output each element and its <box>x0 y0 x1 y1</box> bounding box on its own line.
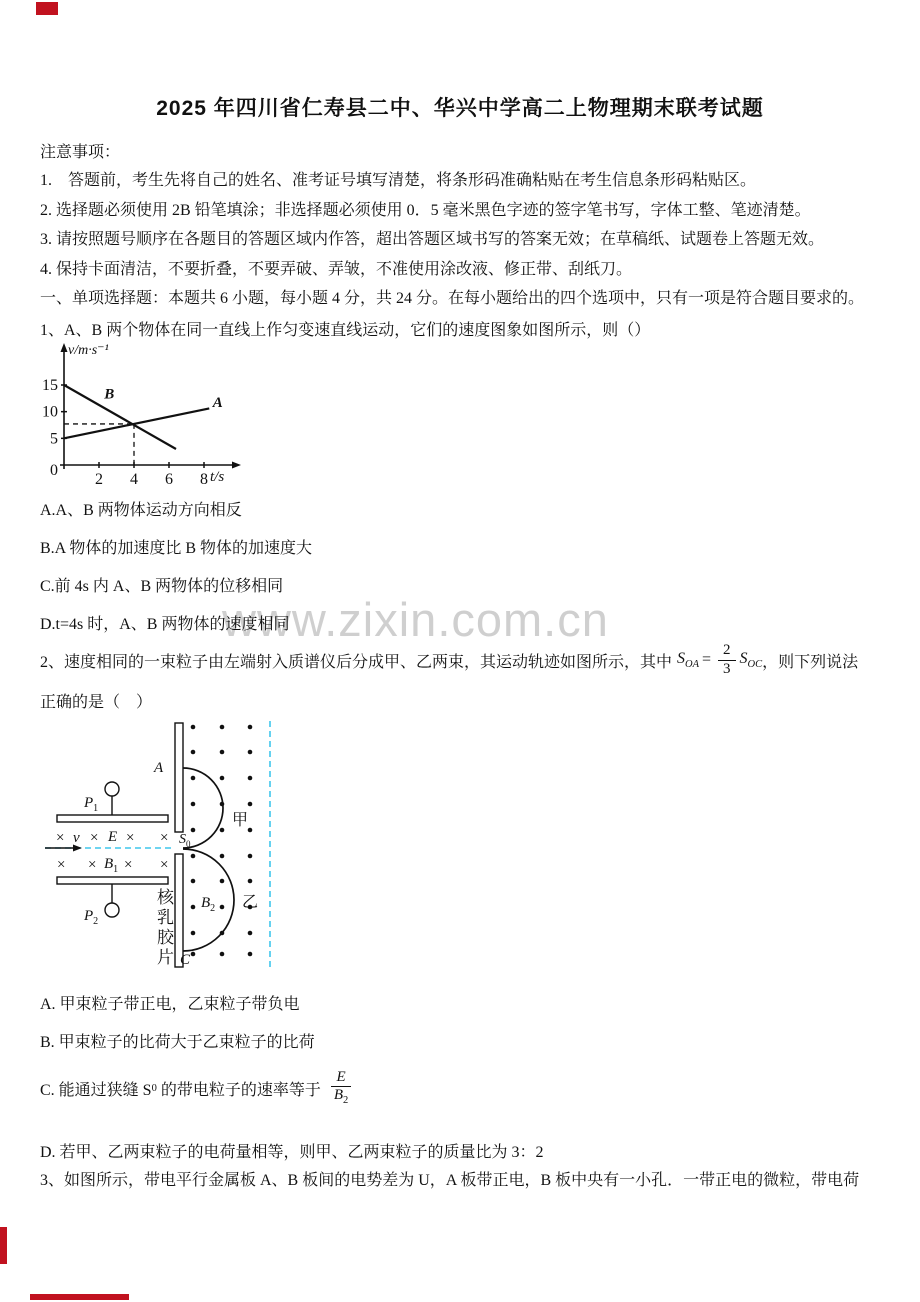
red-annotation-mark-bottom <box>30 1294 129 1300</box>
svg-text:8: 8 <box>200 471 208 488</box>
q2-option-c: C. 能通过狭缝 S 0 的带电粒子的速率等于 $\frac{E}{B_2}$ <box>40 1060 357 1116</box>
q2-option-a: A. 甲束粒子带正电，乙束粒子带负电 <box>40 996 300 1013</box>
e-field-label: E <box>108 829 118 845</box>
question-2-stem-line2: 正确的是（ ） <box>40 694 153 711</box>
q2-option-c-text2: 的带电粒子的速率等于 <box>156 1081 325 1099</box>
q1-option-d: D.t=4s 时，A、B 两物体的速度相同 <box>40 616 290 633</box>
red-annotation-mark-top <box>36 2 58 15</box>
notice-item: 1. 答题前，考生先将自己的姓名、准考证号填写清楚，将条形码准确粘贴在考生信息条形码粘贴区。 <box>40 172 757 189</box>
formula-soa: $S_{OA}$ <box>677 649 700 671</box>
notice-item: 4. 保持卡面清洁，不要折叠，不要弄破、弄皱，不准使用涂改液、修正带、刮纸刀。 <box>40 260 633 278</box>
field-into-page-marker: × <box>90 830 99 846</box>
notice-item: 2. 选择题必须使用 2B 铅笔填涂；非选择题必须使用 0．5 毫米黑色字迹的签字笔书写，字体工整、笔迹清楚。 <box>40 201 811 219</box>
field-into-page-marker: × <box>88 857 97 873</box>
equals-sign: = <box>702 651 712 668</box>
film-plate-upper <box>175 723 183 832</box>
question-1-stem: 1、A、B 两个物体在同一直线上作匀变速直线运动，它们的速度图象如图所示，则（） <box>40 322 651 339</box>
y-axis-arrow <box>61 343 68 352</box>
b1-field-label: $B_1$ <box>104 856 119 875</box>
svg-text:4: 4 <box>130 471 138 488</box>
q2-option-d: D. 若甲、乙两束粒子的电荷量相等，则甲、乙两束粒子的质量比为 3：2 <box>40 1144 544 1161</box>
slit-s0-label: $S_0$ <box>179 832 191 849</box>
point-c-label: C <box>180 952 191 968</box>
upper-plate <box>57 815 168 822</box>
beam-jia-label: 甲 <box>232 812 249 829</box>
film-plate-lower <box>175 854 183 967</box>
q1-option-b: B.A 物体的加速度比 B 物体的加速度大 <box>40 540 313 557</box>
formula-soc: $S_{OC}$ <box>739 649 763 671</box>
question-2-stem <box>40 636 858 684</box>
svg-text:B: B <box>104 386 115 403</box>
field-into-page-marker: × <box>160 830 169 846</box>
notice-item: 3. 请按照题号顺序在各题目的答题区域内作答，超出答题区域书写的答案无效；在草稿纸、试题卷上答题无效。 <box>40 231 825 248</box>
watermark: www.zixin.com.cn <box>222 593 609 646</box>
notice-list <box>40 166 890 284</box>
question-3-stem: 3、如图所示，带电平行金属板 A、B 板间的电势差为 U，A 板带正电，B 板中央有一小孔．一带正电的微粒，带电荷 <box>40 1172 860 1189</box>
field-into-page-marker: × <box>124 857 133 873</box>
q2-option-c-text: C. 能通过狭缝 S <box>40 1081 152 1099</box>
svg-text:10: 10 <box>42 403 58 421</box>
svg-text:6: 6 <box>165 471 173 488</box>
beam-yi-label: 乙 <box>242 894 259 911</box>
page-title: 2025 年四川省仁寿县二中、华兴中学高二上物理期末联考试题 <box>156 97 764 120</box>
svg-text:A: A <box>212 394 223 411</box>
p1-label: $P_1$ <box>84 795 99 814</box>
q2-stem-text: 2、速度相同的一束粒子由左端射入质谱仪后分成甲、乙两束，其运动轨迹如图所示，其中 <box>40 653 673 671</box>
p2-label: $P_2$ <box>84 908 99 927</box>
red-annotation-mark-left <box>0 1227 7 1264</box>
y-axis-label: v/m·s⁻¹ <box>68 343 109 358</box>
svg-text:0: 0 <box>50 462 58 479</box>
nuclear-emulsion-film-label: 核乳胶片 <box>154 888 173 968</box>
p2-terminal <box>105 903 119 917</box>
velocity-label: v <box>73 830 80 846</box>
fraction-e-over-b2: $\frac{E}{B_2}$ <box>329 1069 353 1107</box>
fraction-two-thirds: $\frac{2}{3}$ <box>718 642 736 678</box>
svg-text:2: 2 <box>95 471 103 488</box>
q1-option-a: A.A、B 两物体运动方向相反 <box>40 502 242 519</box>
velocity-time-graph <box>34 340 274 498</box>
svg-text:5: 5 <box>50 430 58 448</box>
point-a-label: A <box>154 760 164 776</box>
mass-spectrometer-diagram <box>42 712 286 982</box>
field-into-page-marker: × <box>160 857 169 873</box>
field-into-page-marker: × <box>56 830 65 846</box>
q1-option-c: C.前 4s 内 A、B 两物体的位移相同 <box>40 578 284 595</box>
notice-heading: 注意事项： <box>40 144 121 161</box>
field-into-page-marker: × <box>126 830 135 846</box>
trajectory-jia <box>183 768 223 848</box>
b2-field-label: $B_2$ <box>201 895 216 914</box>
x-axis-label: t/s <box>210 469 225 485</box>
q2-stem-text-after: ，则下列说法 <box>762 653 859 671</box>
field-into-page-marker: × <box>57 857 66 873</box>
svg-text:15: 15 <box>42 377 58 394</box>
section-heading: 一、单项选择题：本题共 6 小题，每小题 4 分，共 24 分。在每小题给出的四个选项中，只有一项是符合题目要求的。 <box>40 290 865 307</box>
x-axis-arrow <box>232 462 241 469</box>
q2-option-b: B. 甲束粒子的比荷大于乙束粒子的比荷 <box>40 1034 315 1051</box>
lower-plate <box>57 877 168 884</box>
field-out-of-page-dots <box>191 725 253 957</box>
p1-terminal <box>105 782 119 796</box>
